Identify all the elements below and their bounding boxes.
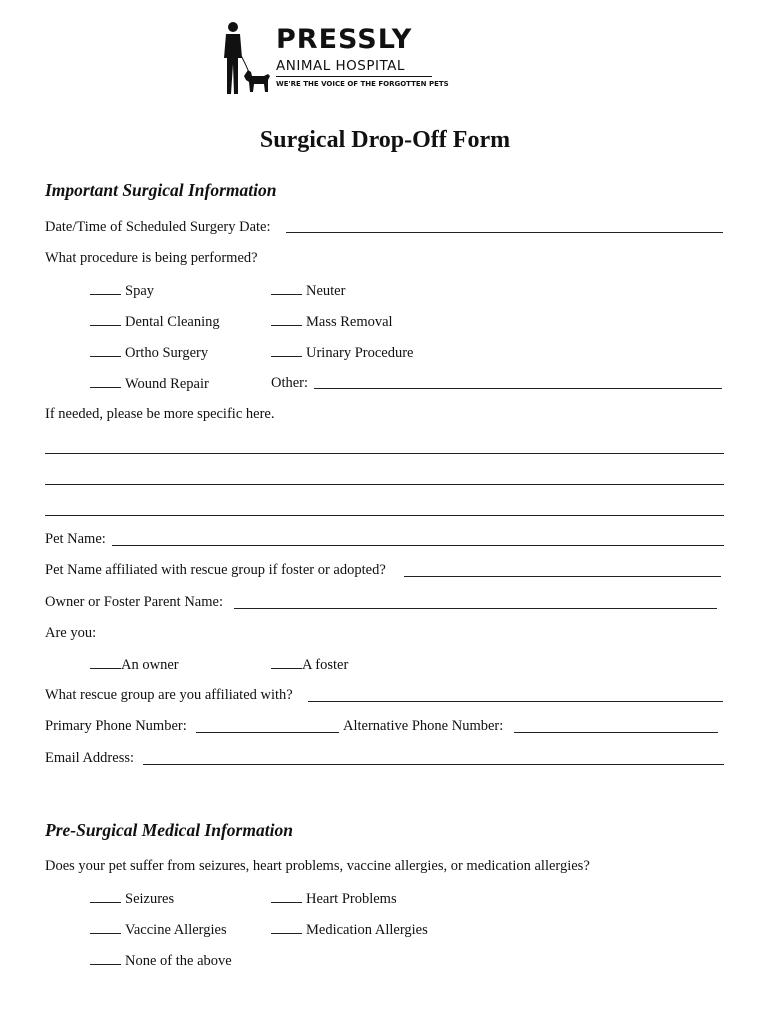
- option-dental[interactable]: Dental Cleaning: [90, 313, 220, 331]
- logo: [218, 20, 449, 98]
- owner-name-field[interactable]: [234, 608, 717, 609]
- specific-field-line-3[interactable]: [45, 515, 724, 516]
- specific-field-line-1[interactable]: [45, 453, 724, 454]
- primary-phone-field[interactable]: [196, 732, 339, 733]
- specific-field-line-2[interactable]: [45, 484, 724, 485]
- checkbox-blank[interactable]: [90, 921, 121, 934]
- logo-tagline: WE'RE THE VOICE OF THE FORGOTTEN PETS: [276, 80, 449, 88]
- procedure-question: What procedure is being performed?: [45, 250, 258, 266]
- surgery-date-label: Date/Time of Scheduled Surgery Date:: [45, 219, 271, 235]
- option-neuter[interactable]: Neuter: [271, 282, 345, 300]
- option-spay[interactable]: Spay: [90, 282, 154, 300]
- checkbox-blank[interactable]: [271, 921, 302, 934]
- pet-name-field[interactable]: [112, 545, 724, 546]
- option-medication[interactable]: Medication Allergies: [271, 921, 428, 939]
- surgery-date-field[interactable]: [286, 232, 723, 233]
- checkbox-blank[interactable]: [90, 375, 121, 388]
- alt-phone-label: Alternative Phone Number:: [343, 718, 504, 734]
- email-label: Email Address:: [45, 750, 135, 766]
- checkbox-blank[interactable]: [90, 282, 121, 295]
- option-seizures[interactable]: Seizures: [90, 890, 174, 908]
- rescue-group-field[interactable]: [308, 701, 723, 702]
- option-owner[interactable]: An owner: [90, 656, 179, 674]
- option-wound[interactable]: Wound Repair: [90, 375, 209, 393]
- specific-label: If needed, please be more specific here.: [45, 406, 275, 422]
- option-none[interactable]: None of the above: [90, 952, 232, 970]
- logo-subtitle: ANIMAL HOSPITAL: [276, 58, 405, 74]
- checkbox-blank[interactable]: [90, 890, 121, 903]
- rescue-pet-name-label: Pet Name affiliated with rescue group if foster or adopted?: [45, 562, 386, 578]
- checkbox-blank[interactable]: [90, 344, 121, 357]
- form-title: Surgical Drop-Off Form: [259, 127, 511, 153]
- checkbox-blank[interactable]: [90, 656, 121, 669]
- checkbox-blank[interactable]: [271, 890, 302, 903]
- logo-rule: [276, 76, 432, 77]
- checkbox-blank[interactable]: [271, 344, 302, 357]
- option-vaccine[interactable]: Vaccine Allergies: [90, 921, 227, 939]
- are-you-label: Are you:: [45, 625, 97, 641]
- option-other-label: Other:: [271, 375, 309, 391]
- alt-phone-field[interactable]: [514, 732, 718, 733]
- checkbox-blank[interactable]: [90, 313, 121, 326]
- vet-with-dog-icon: [218, 20, 274, 98]
- owner-name-label: Owner or Foster Parent Name:: [45, 594, 223, 610]
- option-urinary[interactable]: Urinary Procedure: [271, 344, 414, 362]
- medical-question: Does your pet suffer from seizures, heart problems, vaccine allergies, or medication allergies?: [45, 858, 590, 874]
- logo-name: PRESSLY: [276, 24, 413, 55]
- checkbox-blank[interactable]: [90, 952, 121, 965]
- option-heart[interactable]: Heart Problems: [271, 890, 397, 908]
- email-field[interactable]: [143, 764, 724, 765]
- option-foster[interactable]: A foster: [271, 656, 348, 674]
- option-mass[interactable]: Mass Removal: [271, 313, 393, 331]
- checkbox-blank[interactable]: [271, 656, 302, 669]
- primary-phone-label: Primary Phone Number:: [45, 718, 187, 734]
- rescue-group-label: What rescue group are you affiliated with?: [45, 687, 293, 703]
- rescue-pet-name-field[interactable]: [404, 576, 721, 577]
- section-heading-medical: Pre-Surgical Medical Information: [45, 820, 293, 840]
- other-procedure-field[interactable]: [314, 388, 722, 389]
- option-ortho[interactable]: Ortho Surgery: [90, 344, 208, 362]
- section-heading-surgical: Important Surgical Information: [45, 180, 277, 200]
- checkbox-blank[interactable]: [271, 282, 302, 295]
- pet-name-label: Pet Name:: [45, 531, 106, 547]
- checkbox-blank[interactable]: [271, 313, 302, 326]
